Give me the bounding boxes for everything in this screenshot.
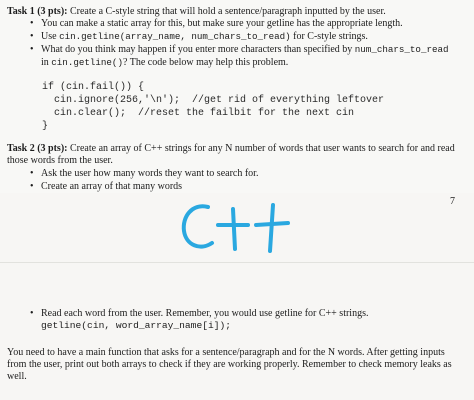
code-line-3: cin.clear(); //reset the failbit for the next cin <box>42 108 355 119</box>
doodle-c-stroke <box>184 206 212 246</box>
handwritten-cpp-doodle <box>178 195 298 257</box>
closing-line-1: You need to have a main function that asks for a sentence/paragraph and for the N words. After getting inputs <box>7 347 445 358</box>
task1-heading: Task 1 (3 pts): <box>7 6 68 17</box>
task1-bullet-3-line1 <box>41 44 449 56</box>
page-number: 7 <box>450 196 455 207</box>
task1-bullet-1: You can make a static array for this, but make sure your getline has the appropriate length. <box>41 18 403 29</box>
task2-intro-line1 <box>7 143 455 155</box>
bullet-dot: • <box>30 18 34 29</box>
code-line-4: } <box>42 121 49 132</box>
task2-intro-text: Create an array of C++ strings for any N number of words that user wants to search for and read <box>69 143 455 154</box>
code-line-2: cin.ignore(256,'\n'); //get rid of everything leftover <box>42 95 385 106</box>
task2-intro-line2: those words from the user. <box>7 155 113 166</box>
task1-bullet-2 <box>41 31 368 43</box>
task1-bullet-3-pre: What do you think may happen if you enter more characters than specified by <box>41 44 355 55</box>
getline-word-array-code: getline(cin, word_array_name[i]); <box>41 320 231 331</box>
closing-line-2: from the user, print out both arrays to check if they are working properly. Remember to check memory leaks as <box>7 359 452 370</box>
closing-line-3: well. <box>7 371 27 382</box>
bullet-dot: • <box>30 31 34 42</box>
task1-bullet-2-post: for C-style strings. <box>290 31 368 42</box>
task1-intro <box>7 6 386 18</box>
section-divider <box>0 262 474 263</box>
task1-bullet-2-pre: Use <box>41 31 60 42</box>
task1-bullet-3-line2 <box>41 57 288 69</box>
task1-bullet-3-post: ? The code below may help this problem. <box>122 57 289 68</box>
bottom-bullet-1: Read each word from the user. Remember, you would use getline for C++ strings. <box>41 308 369 319</box>
bullet-dot: • <box>30 44 34 55</box>
num-chars-code-inline: num_chars_to_read <box>354 44 449 55</box>
getline-code-inline: cin.getline(array_name, num_chars_to_read) <box>59 31 291 42</box>
doodle-plus2-v <box>270 205 273 251</box>
bullet-dot: • <box>30 181 34 192</box>
doodle-plus1-v <box>233 209 235 249</box>
task2-bullet-1: Ask the user how many words they want to search for. <box>41 168 259 179</box>
task1-bullet-3-in: in <box>41 57 52 68</box>
task1-intro-text: Create a C-style string that will hold a sentence/paragraph inputted by the user. <box>69 6 386 17</box>
code-line-1: if (cin.fail()) { <box>42 82 145 93</box>
task2-heading: Task 2 (3 pts): <box>7 143 68 154</box>
bullet-dot: • <box>30 168 34 179</box>
cin-getline-code-inline: cin.getline() <box>51 57 123 68</box>
bullet-dot: • <box>30 308 34 319</box>
task2-bullet-2: Create an array of that many words <box>41 181 183 192</box>
